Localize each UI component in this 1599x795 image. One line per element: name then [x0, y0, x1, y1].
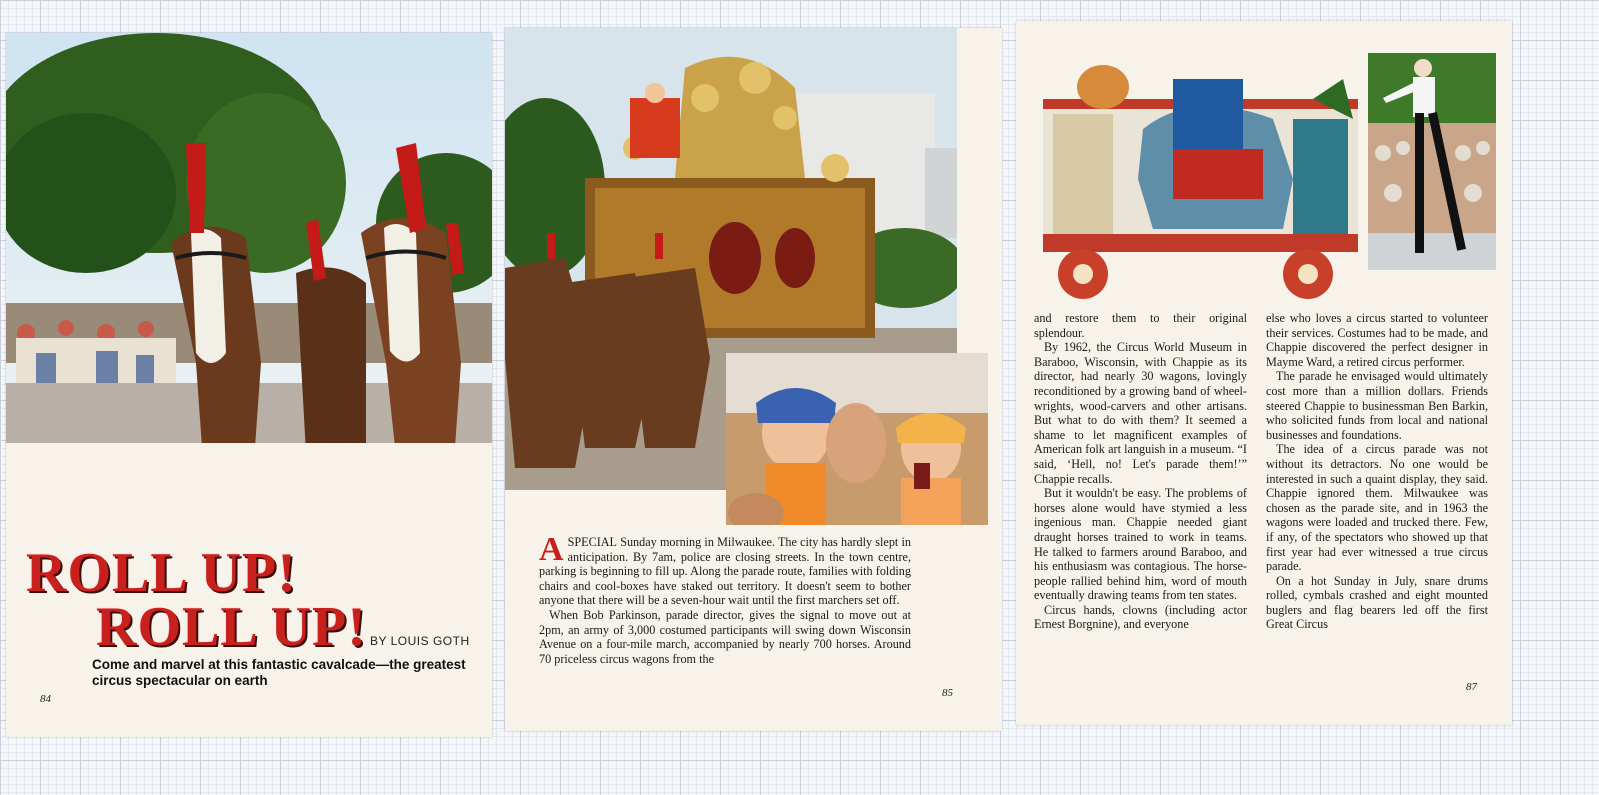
page-87-col-2: [1266, 311, 1488, 632]
page-85-text: [539, 531, 911, 666]
page-number: 85: [942, 687, 953, 699]
page-number: 87: [1466, 681, 1477, 693]
page-84: [6, 33, 492, 737]
lead-word: SPECIAL: [567, 535, 617, 549]
page-85: [505, 28, 1002, 731]
page-87-col-1: [1034, 311, 1247, 632]
horses-photo: [6, 33, 492, 443]
col1-para-2: By 1962, the Circus World Museum in Baraboo, Wisconsin, with Chappie as its director, had nearly 30 wagons, lovingly reconditioned by a growing band of wheel-wrights, wood-carvers and other artisans. But what to do with them? It seemed a shame to let magnificent examples of American folk art languish in a museum. “I said, ‘Hell, no! Let's parade them!’” Chappie recalls.: [1034, 340, 1247, 486]
article-title-line-1: ROLL UP!: [26, 542, 297, 604]
col1-para-4: Circus hands, clowns (including actor Ernest Borgnine), and everyone: [1034, 602, 1247, 632]
drop-cap: A: [539, 531, 564, 568]
paragraph-2: When Bob Parkinson, parade director, gives the signal to move out at 2pm, an army of 3,000 costumed participants will swing down Wisconsin Avenue on a four-mile march, accompanied by nearly 700 horses. Around 70 priceless circus wagons from the: [539, 607, 911, 666]
col1-para-1: and restore them to their original splendour.: [1034, 311, 1247, 340]
standfirst: Come and marvel at this fantastic cavalcade—the greatest circus spectacular on earth: [92, 657, 466, 688]
col2-para-2: The parade he envisaged would ultimately cost more than a million dollars. Friends steered Chappie to businessman Ben Barkin, who solicited funds from local and national businesses and foundations.: [1266, 369, 1488, 442]
col2-para-4: On a hot Sunday in July, snare drums rolled, cymbals crashed and eight mounted buglers and flag bearers led off the first Great Circus: [1266, 573, 1488, 632]
paragraph-1: Sunday morning in Milwaukee. The city has hardly slept in anticipation. By 7am, police are closing streets. In the town centre, parking is beginning to fill up. Along the parade route, families with folding chairs and cool-boxes have staked out territory. It doesn't seem to bother anyone that there will be a seven-hour wait until the first marchers set off.: [539, 535, 911, 608]
col1-para-3: But it wouldn't be easy. The problems of horses alone would have stymied a less ingenious man. Chappie needed giant draught horses trained to work in teams. He talked to farmers around Baraboo, and his enthusiasm was contagious. The horse-people rallied behind him, word of mouth eventually drawing teams from ten states.: [1034, 486, 1247, 603]
article-title-line-2: ROLL UP!: [96, 596, 367, 658]
page-number: 84: [40, 693, 51, 705]
stilt-walker-photo: [1368, 53, 1496, 270]
byline: BY LOUIS GOTH: [370, 634, 470, 648]
page-87: [1016, 21, 1512, 725]
col2-para-1: else who loves a circus started to volunteer their services. Costumes had to be made, and Chappie discovered the perfect designer in Mayme Ward, a retired circus performer.: [1266, 311, 1488, 369]
elephant-wagon-photo: [1043, 59, 1358, 299]
children-crowd-photo: [726, 353, 988, 525]
col2-para-3: The idea of a circus parade was not without its detractors. No one would be interested in such a quaint display, they said. Chappie ignored them. Milwaukee was chosen as the parade site, and in 1963 the wagons were loaded and trucked there. Few, if any, of the spectators who showed up that first year had ever witnessed a true circus parade.: [1266, 442, 1488, 574]
